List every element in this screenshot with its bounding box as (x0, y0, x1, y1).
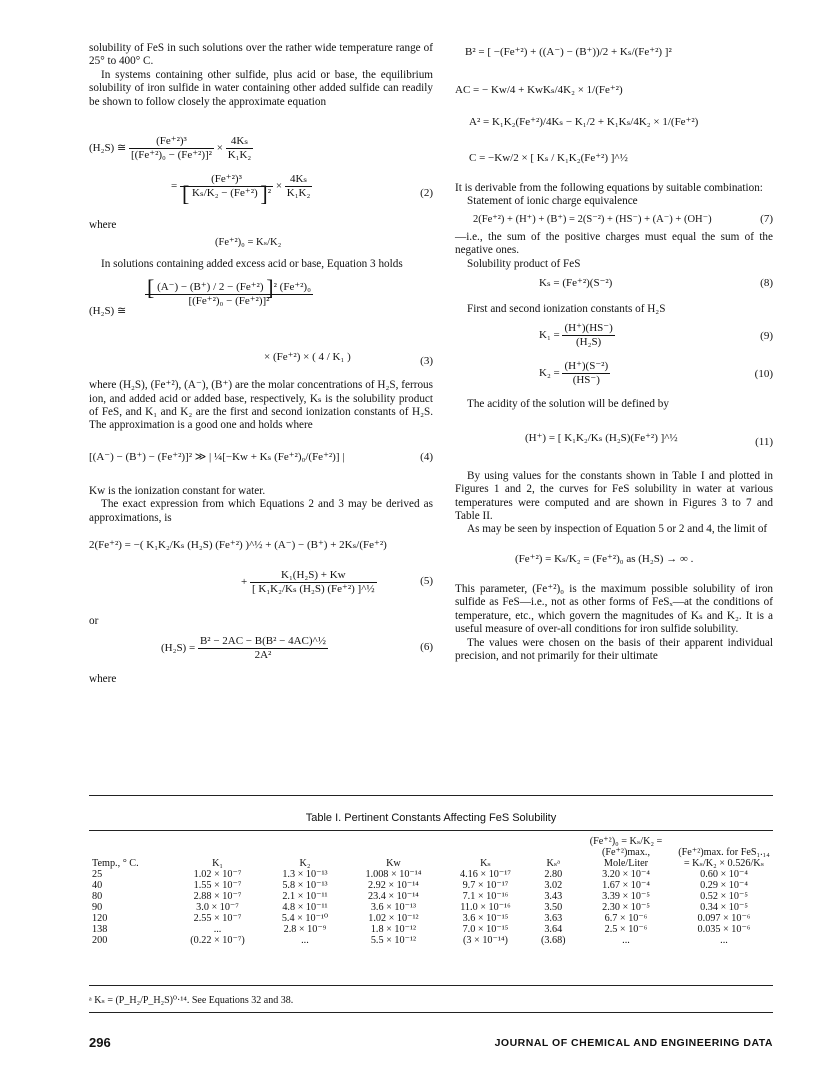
table-header: (Fe⁺²)₀ = Kₛ/K₂ = (Fe⁺²)max., Mole/Liter (589, 836, 663, 869)
table-caption: Table I. Pertinent Constants Affecting FeS Solubility (305, 812, 557, 824)
paragraph: This parameter, (Fe⁺²)₀ is the maximum possible solubility of iron sulfide as FeS—i.e., not as other forms of FeSₓ—at the conditions of temperature, etc., which govern the magnitudes of Kₛ and K₂. It is a useful measure of over-all conditions for iron sulfide solubility. (455, 582, 773, 636)
heading: Statement of ionic charge equivalence (467, 195, 638, 208)
table-cell: 3.20 × 10⁻⁴ (602, 869, 650, 880)
table-cell: 23.4 × 10⁻¹⁴ (368, 891, 419, 902)
or-label: or (89, 615, 99, 628)
table-row (89, 935, 773, 946)
table-cell: 0.29 × 10⁻⁴ (700, 880, 748, 891)
table-cell: (3 × 10⁻¹⁴) (463, 935, 508, 946)
equation-b2: B² = [ −(Fe⁺²) + ((A⁻) − (B⁺))/2 + Kₛ/(Fe⁺²) ]² (465, 46, 672, 58)
table-cell: ... (720, 935, 728, 946)
table-cell: 1.3 × 10⁻¹³ (282, 869, 328, 880)
table-cell: ... (622, 935, 630, 946)
constants-table (89, 836, 773, 946)
equation-a2: A² = K₁K₂(Fe⁺²)/4Kₛ − K₁/2 + K₁Kₛ/4K₂ × 1/(Fe⁺²) (469, 116, 699, 128)
table-cell: ... (213, 924, 222, 935)
journal-name: JOURNAL OF CHEMICAL AND ENGINEERING DATA (494, 1037, 773, 1049)
table-cell: 3.6 × 10⁻¹³ (370, 902, 417, 913)
right-column (455, 42, 773, 663)
table-cell: 5.5 × 10⁻¹² (370, 935, 417, 946)
equation-number: (11) (755, 435, 773, 448)
table-cell: 3.50 (544, 902, 563, 913)
table-header: K₂ (299, 858, 311, 869)
table-cell: 40 (92, 880, 103, 891)
equation-number: (6) (420, 640, 433, 653)
table-cell: 138 (92, 924, 108, 935)
footer-rule (89, 1012, 773, 1013)
equation-number: (7) (760, 212, 773, 225)
table-top-rule (89, 795, 773, 796)
equation-10: K₂ = $\frac{\text{(H⁺)(S⁻²)}}{(HS^-)}$ (10) (539, 360, 773, 387)
paragraph: In solutions containing added excess acid or base, Equation 3 holds (101, 257, 403, 270)
equation-fe0: (Fe⁺²)₀ = Kₛ/K₂ (215, 237, 282, 249)
table-cell: 2.55 × 10⁻⁷ (193, 913, 242, 924)
where-label: where (89, 219, 117, 232)
table-cell: 2.30 × 10⁻⁵ (602, 902, 650, 913)
equation-number: (10) (754, 368, 773, 381)
table-cell: 2.92 × 10⁻¹⁴ (368, 880, 419, 891)
table-cell: 1.67 × 10⁻⁴ (602, 880, 650, 891)
table-cell: (3.68) (540, 935, 566, 946)
table-footnote: ᵃ Kₛ = (P_H₂/P_H₂S)⁰·¹⁴. See Equations 32 and 38. (89, 995, 294, 1006)
table-cell: 1.02 × 10⁻¹² (368, 913, 419, 924)
page-number: 296 (89, 1035, 111, 1050)
table-cell: 1.008 × 10⁻¹⁴ (365, 869, 422, 880)
table-row (89, 902, 773, 913)
paragraph: —i.e., the sum of the positive charges must equal the sum of the negative ones. (455, 230, 773, 257)
table-cell: 3.6 × 10⁻¹⁵ (462, 913, 509, 924)
paragraph: solubility of FeS in such solutions over the rather wide temperature range of 25° to 400° C. (89, 42, 433, 68)
equation-c: C = −Kw/2 × [ Kₛ / K₁K₂(Fe⁺²) ]^½ (469, 152, 628, 164)
table-row (89, 891, 773, 902)
left-column (89, 42, 433, 686)
table-cell: 7.1 × 10⁻¹⁶ (462, 891, 509, 902)
equation-7 (455, 213, 773, 231)
table-caption-rule (89, 830, 773, 831)
table-cell: 4.8 × 10⁻¹¹ (282, 902, 328, 913)
table-cell: 2.5 × 10⁻⁶ (604, 924, 648, 935)
table-header: (Fe⁺²)max. for FeS₁.₁₄ = Kₛ/K₂ × 0.526/Kₛ (678, 847, 770, 869)
table-cell: 120 (92, 913, 108, 924)
equation-ac: AC = − Kw/4 + KwKₛ/4K₂ × 1/(Fe⁺²) (455, 84, 623, 96)
equation-2: (H₂S) ≅ $\frac{\text{(Fe⁺²)³}}{\text{[(Fe⁺²)₀ − (Fe⁺²)]²}}$ × $\frac{\text{4Kₛ}}{\text{K₁K₂}}$ = $\frac{\text{(Fe⁺²)³}}{\text{[ Kₛ/K₂ − (Fe⁺²) ]²}}$ × $\frac{\text{4Kₛ}}{\text{K₁K₂}}$ (2) (89, 135, 433, 207)
table-cell: 1.02 × 10⁻⁷ (193, 869, 242, 880)
table-cell: 2.80 (544, 869, 563, 880)
table-cell: 3.02 (544, 880, 563, 891)
paragraph: The values were chosen on the basis of their apparent individual precision, and not primarily for their ultimate (455, 636, 773, 662)
table-header: Kw (386, 858, 401, 869)
table-cell: 3.43 (544, 891, 563, 902)
paragraph: It is derivable from the following equations by suitable combination: (455, 182, 763, 194)
table-bottom-rule (89, 985, 773, 986)
table-cell: 9.7 × 10⁻¹⁷ (462, 880, 509, 891)
equation-limit (455, 547, 773, 583)
paragraph: where (H₂S), (Fe⁺²), (A⁻), (B⁺) are the molar concentrations of H₂S, ferrous ion, and added acid or added base, respectively, Kₛ is the solubility product of FeS, and K₁ and K₂ are the first and second ionization constants of H₂S. The approximation is a good one and holds where (89, 379, 433, 432)
equation-number: (8) (760, 277, 773, 290)
table-cell: (0.22 × 10⁻⁷) (190, 935, 245, 946)
equation-number: (2) (420, 187, 433, 200)
table-cell: 4.16 × 10⁻¹⁷ (460, 869, 511, 880)
table-cell: 0.34 × 10⁻⁵ (700, 902, 748, 913)
table-cell: 0.097 × 10⁻⁶ (697, 913, 751, 924)
paragraph: As may be seen by inspection of Equation 5 or 2 and 4, the limit of (467, 523, 768, 536)
equation-5: 2(Fe⁺²) = −( K₁K₂/Kₛ (H₂S) (Fe⁺²) )^½ + (A⁻) − (B⁺) + 2Kₛ/(Fe⁺²) + $\frac{\text{K₁(H₂S) + Kw}}{\text{[ K₁K₂/Kₛ (H₂S) (Fe⁺²) ]\textasciicircum{}½}}$ (5) (89, 539, 433, 596)
equation-9: K₁ = $\frac{(H^+)(HS^-)}{\text{(H₂S)}}$ (9) (539, 322, 773, 349)
table-cell: 2.88 × 10⁻⁷ (193, 891, 242, 902)
paragraph: The exact expression from which Equations 2 and 3 may be derived as approximations, is (89, 498, 433, 524)
paragraph: In systems containing other sulfide, plus acid or base, the equilibrium solubility of iron sulfide in water containing other added sulfide can readily be shown to follow closely the approximate equation (89, 68, 433, 108)
table-row (89, 880, 773, 891)
heading: Solubility product of FeS (467, 257, 581, 270)
table-cell: ... (301, 935, 309, 946)
table-row (89, 924, 773, 935)
where-label: where (89, 672, 117, 685)
equation-number: (3) (420, 355, 433, 368)
equation-11: (H⁺) = [ K₁K₂/Kₛ (H₂S)(Fe⁺²) ]^½ (11) (525, 431, 773, 448)
table-cell: 1.55 × 10⁻⁷ (193, 880, 242, 891)
table-header: Kₛᵃ (546, 858, 561, 869)
table-row (89, 869, 773, 880)
equation-7-text: 2(Fe⁺²) + (H⁺) + (B⁺) = 2(S⁻²) + (HS⁻) + (A⁻) + (OH⁻) (473, 213, 712, 225)
table-header: Kₛ (480, 858, 491, 869)
table-cell: 0.52 × 10⁻⁵ (700, 891, 748, 902)
table-cell: 2.1 × 10⁻¹¹ (282, 891, 328, 902)
table-cell: 3.39 × 10⁻⁵ (602, 891, 650, 902)
table-cell: 6.7 × 10⁻⁶ (604, 913, 648, 924)
heading: First and second ionization constants of H₂S (467, 303, 666, 316)
table-cell: 0.035 × 10⁻⁶ (697, 924, 751, 935)
paragraph: Kw is the ionization constant for water. (89, 484, 266, 497)
table-cell: 0.60 × 10⁻⁴ (700, 869, 748, 880)
paragraph: By using values for the constants shown in Table I and plotted in Figures 1 and 2, the curves for FeS solubility in water at various temperatures were computed and are shown in Figures 3 to 7 and Table II. (455, 469, 773, 523)
table-header-row (89, 836, 773, 869)
equation-number: (4) (420, 450, 433, 463)
equation-4: [(A⁻) − (B⁺) − (Fe⁺²)]² ≫ | ¼[−Kw + Kₛ (Fe⁺²)₀/(Fe⁺²)] | (4) (89, 450, 433, 463)
table-cell: 7.0 × 10⁻¹⁵ (462, 924, 509, 935)
equation-6: (H₂S) = $\frac{\text{B² − 2AC − B(B² − 4AC)\textasciicircum{}½}}{\text{2A²}}$ (6) (161, 634, 433, 661)
table-header: Temp., ° C. (92, 858, 139, 869)
table-row (89, 913, 773, 924)
table-cell: 1.8 × 10⁻¹² (370, 924, 417, 935)
table-cell: 3.0 × 10⁻⁷ (196, 902, 239, 913)
table-cell: 80 (92, 891, 103, 902)
equation-number: (9) (760, 330, 773, 343)
table-cell: 11.0 × 10⁻¹⁶ (460, 902, 511, 913)
equation-8-text: Kₛ = (Fe⁺²)(S⁻²) (539, 277, 613, 290)
table-cell: 25 (92, 869, 103, 880)
table-cell: 2.8 × 10⁻⁹ (283, 924, 327, 935)
equation-3: (H₂S) ≅ $\frac{\text{[ (A⁻) − (B⁺) / 2 − (Fe⁺²) ]² (Fe⁺²)₀}}{\text{[(Fe⁺²)₀ − (Fe⁺²)]²}}$ × (Fe⁺²) × ( 4 / K₁ ) (3) (89, 275, 433, 368)
table-cell: 90 (92, 902, 103, 913)
table-header: K₁ (212, 858, 223, 869)
equation-number: (5) (420, 575, 433, 588)
equation-8 (455, 277, 773, 297)
paragraph: The acidity of the solution will be defined by (467, 398, 669, 411)
table-cell: 5.8 × 10⁻¹³ (282, 880, 328, 891)
table-cell: 200 (92, 935, 108, 946)
limit-equation-text: (Fe⁺²) = Kₛ/K₂ = (Fe⁺²)₀ as (H₂S) → ∞ . (515, 552, 694, 565)
table-cell: 3.63 (544, 913, 563, 924)
table-cell: 3.64 (544, 924, 563, 935)
table-cell: 5.4 × 10⁻¹⁰ (281, 913, 329, 924)
